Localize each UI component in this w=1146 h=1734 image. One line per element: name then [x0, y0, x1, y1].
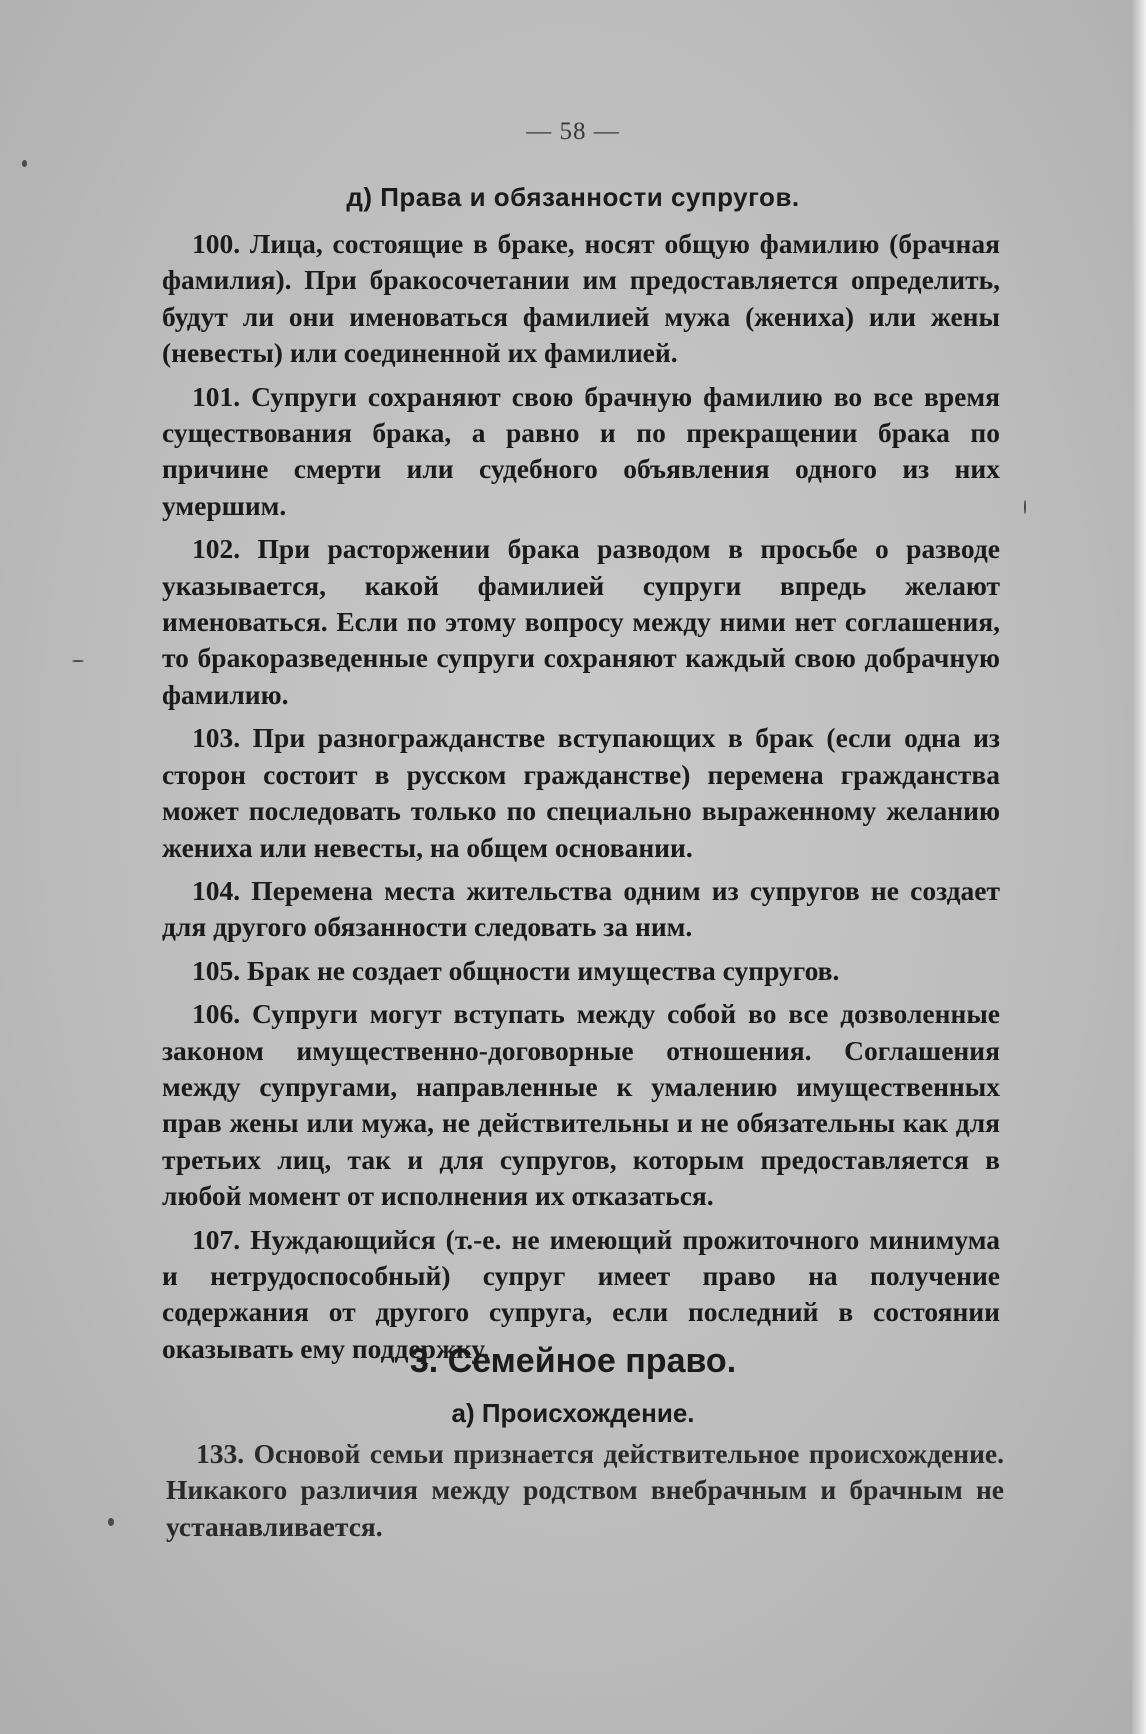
paragraph-105: 105. Брак не создает общности имущества супругов. [192, 954, 840, 986]
paragraph-103: 103. При разногражданстве вступающих в брак (если одна из сторон состоит в русском гражданстве) перемена гражданства может последовать только по специально выраженному желанию жениха или невесты, на общем основании. [162, 722, 1000, 863]
paragraph-133: 133. Основой семьи признается действительное происхождение. Никакого различия между родством внебрачным и брачным не устанавливается. [166, 1438, 1004, 1542]
page-edge [1132, 0, 1146, 1734]
paragraph-100: 100. Лица, состоящие в браке, носят общую фамилию (брачная фамилия). При бракосочетании им предоставляется определить, будут ли они именоваться фамилией мужа (жениха) или жены (невесты) или соединенной их фамилией. [162, 228, 1000, 369]
scan-speck [1024, 500, 1026, 514]
paragraph-102: 102. При расторжении брака разводом в просьбе о разводе указывается, какой фамилией супруги впредь желают именоваться. Если по этому вопросу между ними нет соглашения, то бракоразведенные супруги сохраняют каждый свою добрачную фамилию. [162, 533, 1000, 710]
paragraph-107: 107. Нуждающийся (т.-е. не имеющий прожиточного минимума и нетрудоспособный) супруг имеет право на получение содержания от другого супруга, если последний в состоянии оказывать ему поддержку. [162, 1223, 1000, 1364]
section-d-heading: д) Права и обязанности супругов. [346, 182, 800, 212]
paragraph-101: 101. Супруги сохраняют свою брачную фамилию во все время существования брака, а равно и по прекращении брака по причине смерти или судебного объявления одного из них умершим. [162, 380, 1000, 521]
scan-speck [72, 660, 84, 662]
paragraph-104: 104. Перемена места жительства одним из супругов не создает для другого обязанности следовать за ним. [162, 874, 1000, 943]
section-3-body [166, 1436, 1004, 1552]
paragraph-106: 106. Супруги могут вступать между собой во все дозволенные законом имущественно-договорные отношения. Соглашения между супругами, направленные к умалению имущественных прав жены или мужа, не действительны и не обязательны как для третьих лиц, так и для супругов, которым предоставляется в любой момент от исполнения их отказаться. [162, 998, 1000, 1212]
page-number: — 58 — [526, 118, 620, 145]
section-3-title: 3. Семейное право. [409, 1342, 737, 1380]
scan-speck [22, 160, 27, 167]
subsection-a-title: а) Происхождение. [451, 1398, 695, 1428]
section-d-body [162, 226, 1000, 1374]
scan-speck [108, 1518, 114, 1526]
